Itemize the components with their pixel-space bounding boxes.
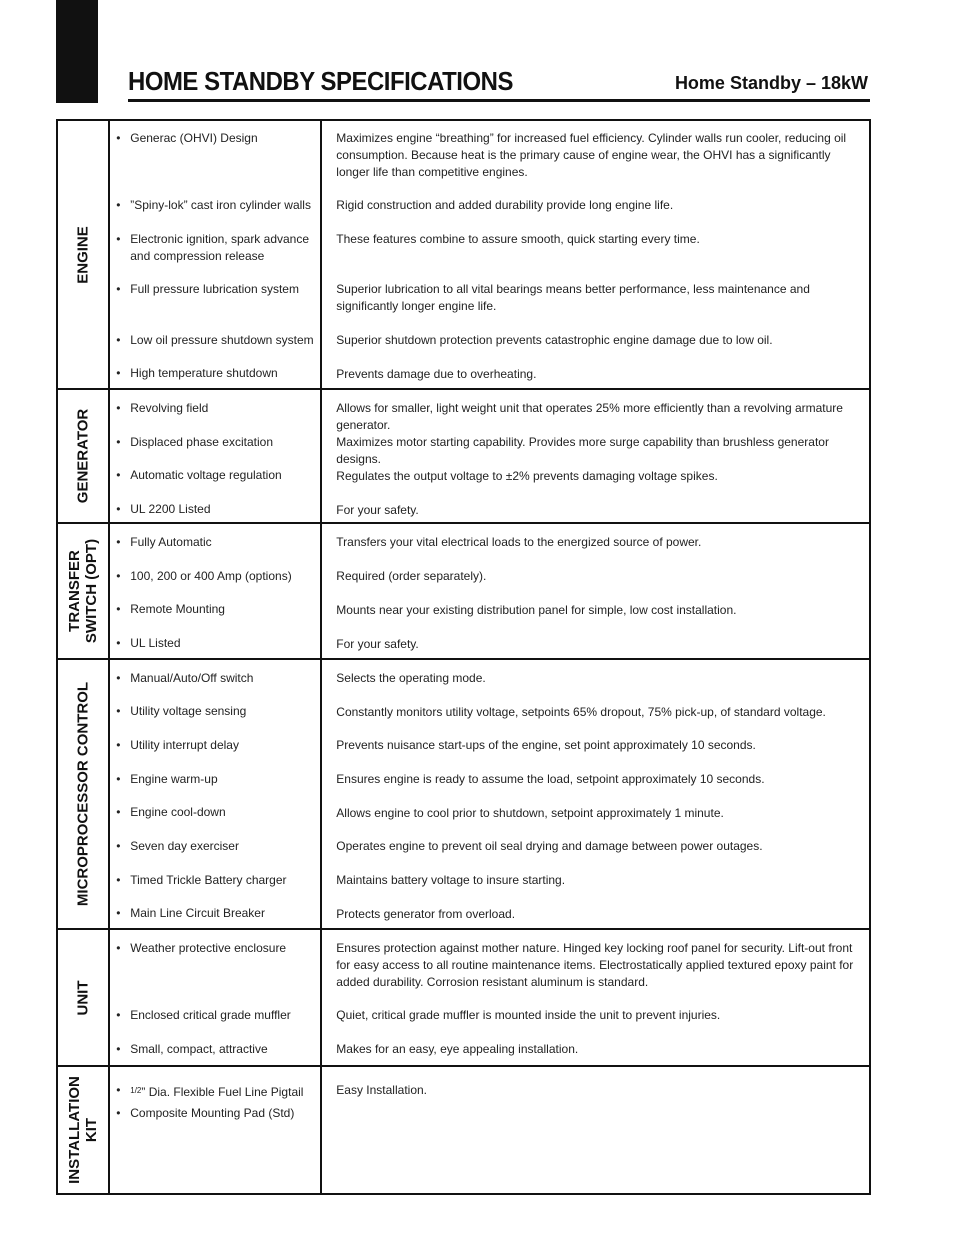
feature-text: Remote Mounting xyxy=(130,602,225,616)
feature-cell xyxy=(109,389,321,523)
category-label-line: GENERATOR xyxy=(74,408,92,504)
description-text: Makes for an easy, eye appealing installation. xyxy=(336,1042,579,1056)
category-cell xyxy=(57,120,109,389)
bullet-icon: • xyxy=(116,839,121,853)
description-text: Regulates the output voltage to ±2% prevents damaging voltage spikes. xyxy=(336,469,718,483)
category-label-line: KIT xyxy=(83,1117,101,1143)
description-text: Superior shutdown protection prevents catastrophic engine damage due to low oil. xyxy=(336,333,773,347)
feature-item xyxy=(116,434,316,451)
feature-item xyxy=(116,197,316,214)
page-title: HOME STANDBY SPECIFICATIONS xyxy=(128,66,513,96)
spec-section-row xyxy=(57,120,870,389)
category-cell xyxy=(57,523,109,659)
bullet-icon: • xyxy=(116,232,121,246)
description-text: Allows for smaller, light weight unit that operates 25% more efficiently than a revolving armature generator. xyxy=(336,401,843,432)
feature-text: UL Listed xyxy=(130,636,181,650)
feature-text: Engine cool-down xyxy=(130,805,226,819)
description-text: For your safety. xyxy=(336,637,419,651)
bullet-icon: • xyxy=(116,333,121,347)
category-cell xyxy=(57,929,109,1066)
spec-section-row xyxy=(57,1066,870,1194)
description-text: Ensures protection against mother nature. Hinged key locking roof panel for security. Lift-out front for easy access to all routine maintenance items. Electrostatically applied textured epoxy paint for added durability. Corrosion resistant aluminum is standard. xyxy=(336,941,854,989)
feature-item xyxy=(116,1082,316,1101)
page-edge-tab xyxy=(56,0,98,103)
category-cell xyxy=(57,389,109,523)
feature-item xyxy=(116,1041,316,1058)
feature-text: Low oil pressure shutdown system xyxy=(130,333,314,347)
feature-text: Fully Automatic xyxy=(130,535,212,549)
bullet-icon: • xyxy=(116,198,121,212)
description-text: Required (order separately). xyxy=(336,569,487,583)
feature-text: Electronic ignition, spark advance and compression release xyxy=(130,232,310,263)
bullet-icon: • xyxy=(116,1008,121,1022)
bullet-icon: • xyxy=(116,502,121,516)
feature-text: Manual/Auto/Off switch xyxy=(130,671,254,685)
description-text: For your safety. xyxy=(336,503,419,517)
description-text: Maximizes engine “breathing” for increased fuel efficiency. Cylinder walls run cooler, reducing oil consumption. Because heat is the primary cause of engine wear, the OHVI has a significantly longer life than competitive engines. xyxy=(336,131,847,179)
description-text: Prevents damage due to overheating. xyxy=(336,367,537,381)
bullet-icon: • xyxy=(116,1106,121,1120)
category-label-line: ENGINE xyxy=(74,225,92,284)
feature-text: Timed Trickle Battery charger xyxy=(130,873,287,887)
feature-text: ” Dia. Flexible Fuel Line Pigtail xyxy=(141,1085,304,1099)
feature-item xyxy=(116,940,316,957)
feature-cell xyxy=(109,1066,321,1194)
feature-item xyxy=(116,905,316,922)
feature-text: UL 2200 Listed xyxy=(130,502,211,516)
category-cell xyxy=(57,659,109,929)
description-text: Allows engine to cool prior to shutdown, setpoint approximately 1 minute. xyxy=(336,806,724,820)
category-cell xyxy=(57,1066,109,1194)
feature-item xyxy=(116,231,316,265)
feature-item xyxy=(116,737,316,754)
feature-item xyxy=(116,568,316,585)
feature-item xyxy=(116,501,316,518)
feature-text: Utility voltage sensing xyxy=(130,704,247,718)
description-cell xyxy=(321,120,870,389)
feature-cell xyxy=(109,929,321,1066)
feature-item xyxy=(116,534,316,551)
category-label-line: SWITCH (OPT) xyxy=(83,538,101,644)
bullet-icon: • xyxy=(116,805,121,819)
description-text: Transfers your vital electrical loads to the energized source of power. xyxy=(336,535,702,549)
bullet-icon: • xyxy=(116,906,121,920)
feature-item xyxy=(116,365,316,382)
category-label-line: TRANSFER xyxy=(66,550,84,632)
spec-section-row xyxy=(57,523,870,659)
spec-table xyxy=(56,119,871,1195)
description-cell xyxy=(321,929,870,1066)
description-text: Superior lubrication to all vital bearings means better performance, less maintenance and significantly longer engine life. xyxy=(336,282,810,313)
bullet-icon: • xyxy=(116,366,121,380)
category-label-line: UNIT xyxy=(74,980,92,1015)
spec-section-row xyxy=(57,929,870,1066)
feature-text: Generac (OHVI) Design xyxy=(130,131,258,145)
feature-text: Enclosed critical grade muffler xyxy=(130,1008,291,1022)
feature-item xyxy=(116,332,316,349)
title-rule xyxy=(128,99,870,102)
category-label xyxy=(75,682,92,906)
description-text: Prevents nuisance start-ups of the engine, set point approximately 10 seconds. xyxy=(336,738,756,752)
feature-item xyxy=(116,670,316,687)
bullet-icon: • xyxy=(116,435,121,449)
feature-text: High temperature shutdown xyxy=(130,366,278,380)
bullet-icon: • xyxy=(116,941,121,955)
bullet-icon: • xyxy=(116,1083,121,1097)
feature-text: Engine warm-up xyxy=(130,772,218,786)
bullet-icon: • xyxy=(116,401,121,415)
feature-item xyxy=(116,130,316,147)
bullet-icon: • xyxy=(116,131,121,145)
description-text: Maximizes motor starting capability. Provides more surge capability than brushless generator designs. xyxy=(336,435,829,466)
bullet-icon: • xyxy=(116,671,121,685)
description-cell xyxy=(321,389,870,523)
description-text: Selects the operating mode. xyxy=(336,671,486,685)
spec-section-row xyxy=(57,659,870,929)
feature-text: Seven day exerciser xyxy=(130,839,239,853)
feature-item xyxy=(116,601,316,618)
bullet-icon: • xyxy=(116,602,121,616)
description-text: Easy Installation. xyxy=(336,1083,427,1097)
feature-item xyxy=(116,771,316,788)
bullet-icon: • xyxy=(116,704,121,718)
feature-text: Composite Mounting Pad (Std) xyxy=(130,1106,295,1120)
category-label-line: INSTALLATION xyxy=(66,1076,84,1184)
description-cell xyxy=(321,659,870,929)
category-label xyxy=(75,226,92,284)
feature-text: Weather protective enclosure xyxy=(130,941,287,955)
feature-text: Small, compact, attractive xyxy=(130,1042,268,1056)
description-text: Mounts near your existing distribution panel for simple, low cost installation. xyxy=(336,603,737,617)
bullet-icon: • xyxy=(116,738,121,752)
spec-section-row xyxy=(57,389,870,523)
description-text: These features combine to assure smooth, quick starting every time. xyxy=(336,232,700,246)
category-label xyxy=(66,1076,100,1184)
feature-text: 100, 200 or 400 Amp (options) xyxy=(130,569,292,583)
feature-text: Automatic voltage regulation xyxy=(130,468,282,482)
description-text: Ensures engine is ready to assume the load, setpoint approximately 10 seconds. xyxy=(336,772,765,786)
feature-item xyxy=(116,804,316,821)
feature-item xyxy=(116,872,316,889)
category-label-line: MICROPROCESSOR CONTROL xyxy=(74,681,92,907)
feature-item xyxy=(116,1007,316,1024)
description-cell xyxy=(321,1066,870,1194)
bullet-icon: • xyxy=(116,636,121,650)
description-text: Protects generator from overload. xyxy=(336,907,516,921)
feature-item xyxy=(116,635,316,652)
category-label xyxy=(75,980,92,1015)
feature-text: ”Spiny-lok” cast iron cylinder walls xyxy=(130,198,311,212)
description-text: Constantly monitors utility voltage, setpoints 65% dropout, 75% pick-up, of standard voltage. xyxy=(336,705,826,719)
feature-text: Main Line Circuit Breaker xyxy=(130,906,265,920)
bullet-icon: • xyxy=(116,873,121,887)
feature-item xyxy=(116,467,316,484)
bullet-icon: • xyxy=(116,569,121,583)
feature-text: Utility interrupt delay xyxy=(130,738,239,752)
feature-item xyxy=(116,400,316,417)
category-label xyxy=(66,539,100,643)
feature-item xyxy=(116,281,316,298)
feature-text: Displaced phase excitation xyxy=(130,435,274,449)
description-cell xyxy=(321,523,870,659)
bullet-icon: • xyxy=(116,535,121,549)
model-subtitle: Home Standby – 18kW xyxy=(674,73,868,93)
feature-text: Revolving field xyxy=(130,401,209,415)
feature-item xyxy=(116,1105,316,1122)
bullet-icon: • xyxy=(116,282,121,296)
feature-item xyxy=(116,703,316,720)
bullet-icon: • xyxy=(116,772,121,786)
feature-fraction: 1/2 xyxy=(130,1086,142,1095)
bullet-icon: • xyxy=(116,1042,121,1056)
description-text: Quiet, critical grade muffler is mounted inside the unit to prevent injuries. xyxy=(336,1008,721,1022)
description-text: Rigid construction and added durability provide long engine life. xyxy=(336,198,674,212)
feature-cell xyxy=(109,120,321,389)
feature-item xyxy=(116,838,316,855)
bullet-icon: • xyxy=(116,468,121,482)
feature-cell xyxy=(109,659,321,929)
description-text: Operates engine to prevent oil seal drying and damage between power outages. xyxy=(336,839,763,853)
feature-cell xyxy=(109,523,321,659)
category-label xyxy=(75,409,92,503)
feature-text: Full pressure lubrication system xyxy=(130,282,299,296)
description-text: Maintains battery voltage to insure starting. xyxy=(336,873,566,887)
